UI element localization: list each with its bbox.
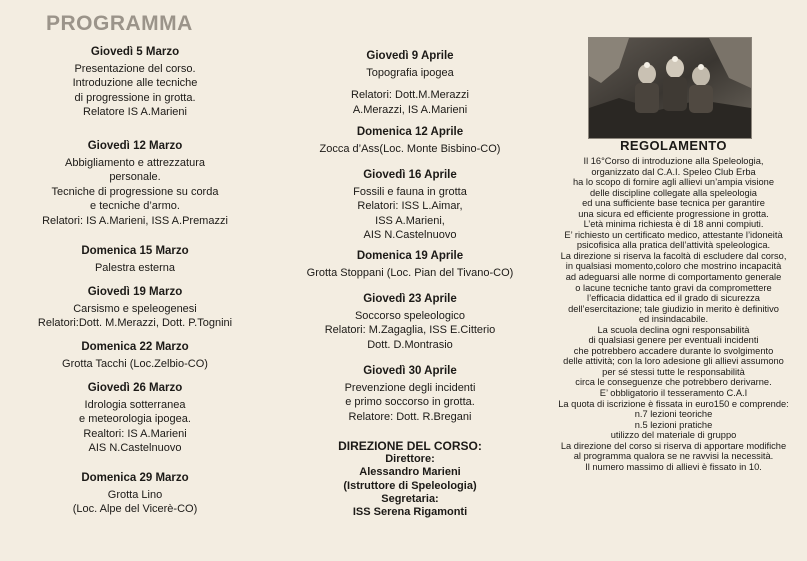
regolamento-line: dell’esercitazione; tale giudizio in merito è definitivo [568, 303, 779, 314]
regolamento-line: Il 16°Corso di introduzione alla Speleologia, [583, 156, 764, 166]
event-date: Giovedì 12 Marzo [87, 140, 183, 152]
event-line: di progressione in grotta. [74, 91, 196, 104]
regolamento-line: ed insindacabile. [638, 314, 709, 325]
event-line: Fossili e fauna in grotta [353, 185, 467, 198]
regolamento-line: La direzione del corso si riserva di apportare modifiche [560, 440, 787, 451]
regolamento-line: circa le conseguenze che potrebbero derivarne. [575, 377, 772, 388]
event-date: Giovedì 5 Marzo [90, 46, 180, 58]
regolamento-line: psicofisica alla pratica dell’attività speleologica. [576, 240, 771, 251]
event-line: e tecniche d’armo. [90, 200, 180, 213]
course-direction [285, 440, 535, 519]
event-line: Abbigliamento e attrezzatura [64, 156, 206, 169]
event-line: personale. [109, 171, 161, 184]
regolamento-line: E’ obbligatorio il tesseramento C.A.I [599, 388, 748, 399]
event-line: Tecniche di progressione su corda [51, 185, 219, 198]
regolamento-text [540, 156, 807, 472]
event-date: Domenica 22 Marzo [81, 341, 189, 353]
event-entry [285, 364, 535, 424]
event-entry [0, 381, 270, 456]
event-date: Giovedì 16 Aprile [363, 169, 457, 181]
event-entry [285, 249, 535, 280]
page-title: PROGRAMMA [46, 12, 193, 35]
event-line: Relatore IS A.Marieni [83, 106, 187, 119]
event-line: Relatori: ISS L.Aimar, [357, 200, 463, 213]
event-line: Topografia ipogea [366, 66, 454, 79]
event-line: Grotta Tacchi (Loc.Zelbio-CO) [62, 357, 208, 370]
regolamento-title: REGOLAMENTO [620, 138, 727, 153]
event-date: Giovedì 30 Aprile [363, 365, 457, 377]
regolamento-line: in qualsiasi momento,coloro che mostrino incapacità [565, 261, 782, 272]
event-line: AIS N.Castelnuovo [363, 229, 457, 242]
event-line: Relatori: IS A.Marieni, ISS A.Premazzi [42, 214, 228, 227]
event-line: Zocca d’Ass(Loc. Monte Bisbino-CO) [319, 142, 501, 155]
regolamento-line: che potrebbero accadere durante lo svolgimento [573, 345, 774, 356]
course-direction-heading: DIREZIONE DEL CORSO: [338, 439, 482, 453]
regolamento-line: ad adeguarsi alle norme di comportamento generale [565, 272, 782, 283]
event-entry [285, 292, 535, 352]
regolamento-line: organizzato dal C.A.I. Speleo Club Erba [591, 166, 756, 177]
event-line: Grotta Stoppani (Loc. Pian del Tivano-CO) [306, 266, 514, 279]
cavers-figures [635, 56, 713, 113]
event-date: Domenica 29 Marzo [81, 472, 189, 484]
regolamento-line: ha lo scopo di fornire agli allievi un’ampia visione [572, 177, 775, 188]
event-entry [0, 285, 270, 331]
regolamento-line: una sicura ed efficiente progressione in grotta. [578, 208, 769, 219]
regolamento-line: delle attività; con la loro adesione gli allievi assumono [563, 356, 784, 367]
direction-line: ISS Serena Rigamonti [352, 506, 468, 519]
event-line: e meteorologia ipogea. [79, 413, 191, 426]
regolamento-line: utilizzo del materiale di gruppo [610, 430, 737, 441]
event-line: Relatori: Dott.M.Merazzi [351, 89, 469, 102]
direction-line: Direttore: [385, 453, 435, 466]
regolamento-line: La scuola declina ogni responsabilità [597, 324, 750, 335]
direction-line: Alessandro Marieni [359, 466, 461, 479]
regolamento-line: di qualsiasi genere per eventuali incidenti [588, 335, 759, 346]
event-line: AIS N.Castelnuovo [88, 442, 182, 455]
event-line: Presentazione del corso. [74, 62, 196, 75]
event-entry [0, 139, 270, 229]
event-line: A.Merazzi, IS A.Marieni [352, 103, 468, 116]
event-line: Prevenzione degli incidenti [344, 381, 476, 394]
regolamento-line: E’ richiesto un certificato medico, attestante l’idoneità [564, 229, 783, 240]
event-line: Relatore: Dott. R.Bregani [348, 410, 472, 423]
cave-group-photo-image [589, 38, 751, 138]
direction-line: Segretaria: [381, 492, 439, 505]
event-line: Realtori: IS A.Marieni [83, 427, 187, 440]
event-entry [285, 168, 535, 243]
event-line: Idrologia sotterranea [84, 398, 186, 411]
regolamento-line: L’età minima richiesta è di 18 anni compiuti. [583, 219, 764, 230]
regolamento-line: l’efficacia didattica ed il grado di sicurezza [587, 293, 760, 304]
event-line [285, 80, 535, 88]
event-entry [285, 125, 535, 156]
direction-line: (Istruttore di Speleologia) [343, 479, 477, 492]
event-line: Dott. D.Montrasio [367, 338, 453, 351]
event-line: Relatori: M.Zagaglia, ISS E.Citterio [324, 324, 496, 337]
event-line: ISS A.Marieni, [375, 214, 445, 227]
event-entry [0, 471, 270, 517]
regolamento-line: ed una sufficiente base tecnica per garantire [582, 198, 765, 209]
event-date: Giovedì 19 Marzo [87, 286, 183, 298]
event-line: Grotta Lino [107, 488, 163, 501]
regolamento-line: n.5 lezioni pratiche [634, 419, 713, 430]
event-date: Domenica 12 Aprile [356, 126, 464, 138]
cave-group-photo [588, 37, 752, 139]
event-date: Giovedì 9 Aprile [366, 50, 454, 62]
event-date: Giovedì 26 Marzo [87, 382, 183, 394]
event-entry [0, 45, 270, 120]
event-entry [0, 244, 270, 275]
regolamento-line: per sé stessi tutte le responsabilità [602, 366, 745, 377]
event-line: Carsismo e speleogenesi [73, 302, 197, 315]
regolamento-line: delle discipline collegate alla speleologia [590, 187, 757, 198]
regolamento-line: al programma qualora se ne ravvisi la necessità. [573, 451, 774, 462]
regolamento-line: n.7 lezioni teoriche [634, 409, 713, 420]
regolamento-line: Il numero massimo di allievi è fissato in 10. [585, 461, 762, 472]
event-line: Relatori:Dott. M.Merazzi, Dott. P.Tognini [37, 317, 233, 330]
event-date: Domenica 15 Marzo [81, 245, 189, 257]
event-entry [0, 340, 270, 371]
regolamento-line: La quota di iscrizione è fissata in euro150 e comprende: [558, 398, 789, 409]
event-line: Soccorso speleologico [354, 309, 466, 322]
regolamento-line: La direzione si riserva la facoltà di escludere dal corso, [560, 250, 787, 261]
event-entry [285, 49, 535, 117]
event-date: Domenica 19 Aprile [356, 250, 464, 262]
event-date: Giovedì 23 Aprile [363, 293, 457, 305]
event-line: Palestra esterna [94, 261, 176, 274]
event-line: e primo soccorso in grotta. [345, 396, 475, 409]
regolamento-line: o lacune tecniche tanto gravi da compromettere [575, 282, 772, 293]
event-line: Introduzione alle tecniche [72, 77, 198, 90]
event-line: (Loc. Alpe del Vicerè-CO) [72, 503, 198, 516]
